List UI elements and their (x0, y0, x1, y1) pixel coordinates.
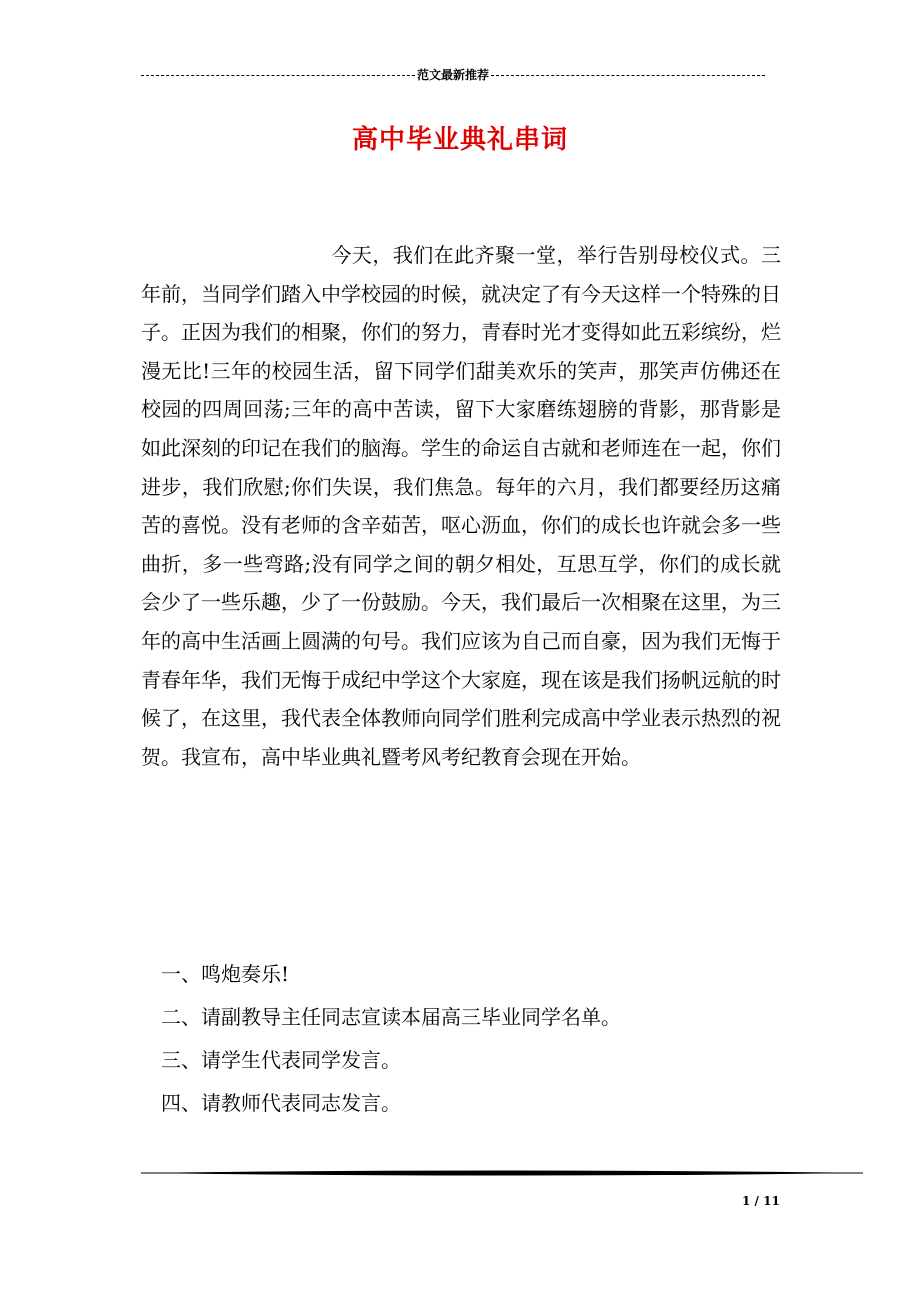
page-number: 1 / 11 (742, 1194, 780, 1208)
program-item: 一、鸣炮奏乐! (161, 962, 290, 986)
header-label: 范文最新推荐 (417, 68, 490, 82)
header-rule (141, 66, 765, 84)
header-dashes-left (141, 75, 415, 76)
program-list (141, 962, 781, 1134)
footer-divider (141, 1168, 863, 1178)
body-paragraph (141, 236, 781, 776)
program-item: 二、请副教导主任同志宣读本届高三毕业同学名单。 (161, 1005, 621, 1029)
body-paragraph-text: 今天，我们在此齐聚一堂，举行告别母校仪式。三年前，当同学们踏入中学校园的时候，就决定了有今天这样一个特殊的日子。正因为我们的相聚，你们的努力，青春时光才变得如此五彩缤纷，烂漫无比!三年的校园生活，留下同学们甜美欢乐的笑声，那笑声仿佛还在校园的四周回荡;三年的高中苦读，留下大家磨练翅膀的背影，那背影是如此深刻的印记在我们的脑海。学生的命运自古就和老师连在一起，你们进步，我们欣慰;你们失误，我们焦急。每年的六月，我们都要经历这痛苦的喜悦。没有老师的含辛茹苦，呕心沥血，你们的成长也许就会多一些曲折，多一些弯路;没有同学之间的朝夕相处，互思互学，你们的成长就会少了一些乐趣，少了一份鼓励。今天，我们最后一次相聚在这里，为三年的高中生活画上圆满的句号。我们应该为自己而自豪，因为我们无悔于青春年华，我们无悔于成纪中学这个大家庭，现在该是我们扬帆远航的时候了，在这里，我代表全体教师向同学们胜利完成高中学业表示热烈的祝贺。我宣布，高中毕业典礼暨考风考纪教育会现在开始。 (141, 243, 781, 769)
header-dashes-right (491, 75, 765, 76)
program-item: 四、请教师代表同志发言。 (161, 1091, 401, 1115)
document-title: 高中毕业典礼串词 (351, 125, 568, 155)
program-item: 三、请学生代表同学发言。 (161, 1048, 401, 1072)
